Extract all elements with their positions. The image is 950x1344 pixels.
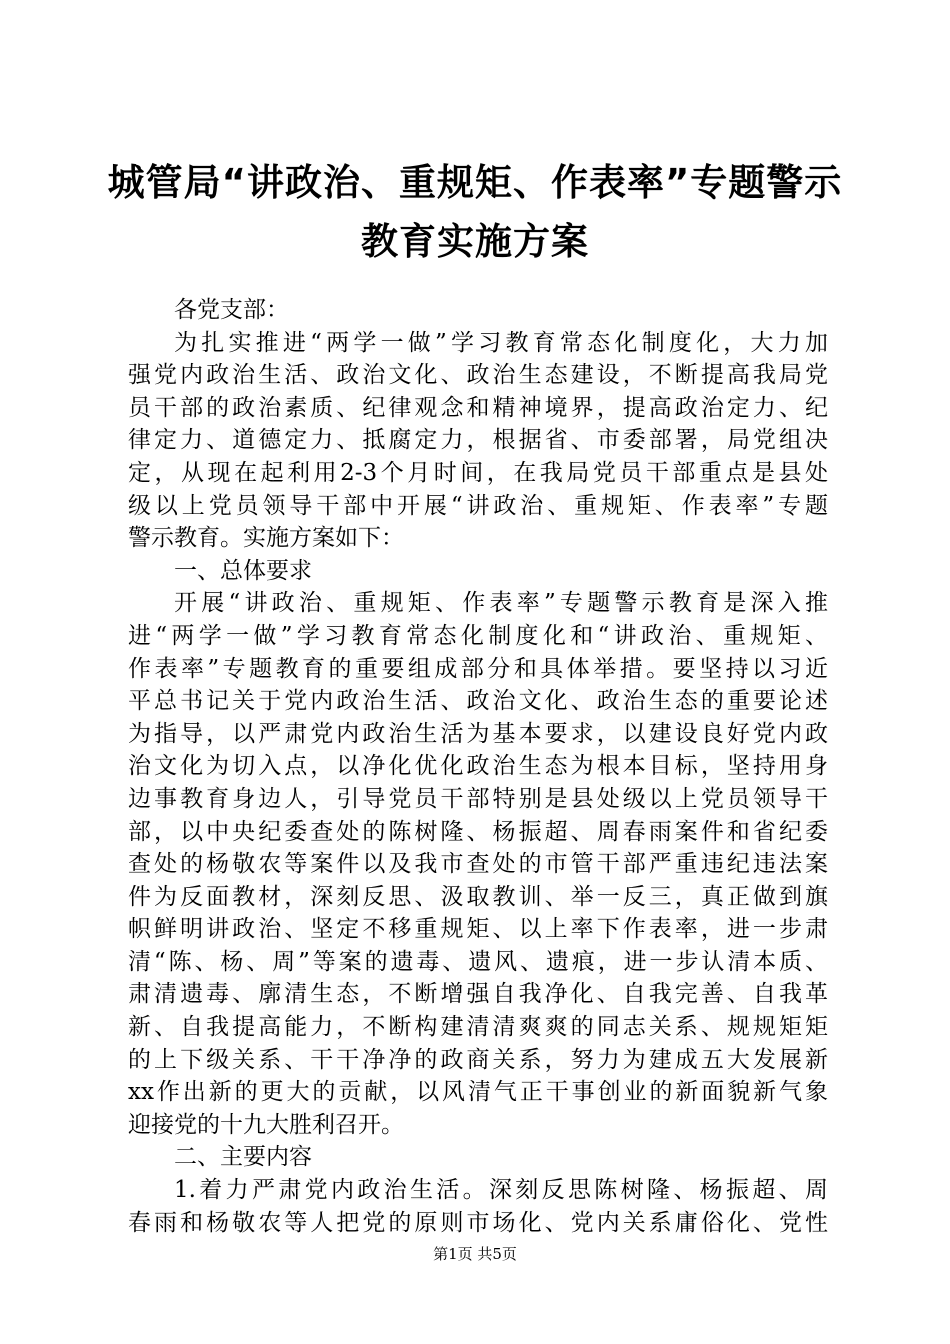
page-footer: 第1页 共5页	[433, 1245, 517, 1263]
body-line: 强党内政治生活、政治文化、政治生态建设，不断提高我局党	[128, 362, 828, 389]
body-line: 员干部的政治素质、纪律观念和精神境界，提高政治定力、纪	[128, 394, 828, 421]
body-line: 开展“讲政治、重规矩、作表率”专题警示教育是深入推	[174, 590, 828, 617]
salutation: 各党支部：	[174, 297, 289, 323]
body-line: 进“两学一做”学习教育常态化制度化和“讲政治、重规矩、	[128, 622, 828, 649]
section-heading: 一、总体要求	[174, 557, 312, 584]
section-heading: 二、主要内容	[174, 1144, 312, 1171]
body-line: xx作出新的更大的贡献，以风清气正干事创业的新面貌新气象	[128, 1079, 828, 1106]
body-line: 新、自我提高能力，不断构建清清爽爽的同志关系、规规矩矩	[128, 1014, 828, 1041]
body-line: 查处的杨敬农等案件以及我市查处的市管干部严重违纪违法案	[128, 851, 828, 878]
document-body	[128, 294, 828, 1239]
body-line: 级以上党员领导干部中开展“讲政治、重规矩、作表率”专题	[128, 492, 828, 519]
body-line: 律定力、道德定力、抵腐定力，根据省、市委部署，局党组决	[128, 427, 828, 454]
body-line: 春雨和杨敬农等人把党的原则市场化、党内关系庸俗化、党性	[128, 1209, 828, 1236]
body-line: 1.着力严肃党内政治生活。深刻反思陈树隆、杨振超、周	[174, 1177, 828, 1204]
document-title-line-1: 城管局“讲政治、重规矩、作表率”专题警示	[107, 161, 843, 204]
body-line: 帜鲜明讲政治、坚定不移重规矩、以上率下作表率，进一步肃	[128, 916, 828, 943]
body-line: 为指导，以严肃党内政治生活为基本要求，以建设良好党内政	[128, 720, 828, 747]
body-line: 件为反面教材，深刻反思、汲取教训、举一反三，真正做到旗	[128, 883, 828, 910]
body-line: 肃清遗毒、廓清生态，不断增强自我净化、自我完善、自我革	[128, 981, 828, 1008]
body-line: 的上下级关系、干干净净的政商关系，努力为建成五大发展新	[128, 1046, 828, 1073]
body-line: 部，以中央纪委查处的陈树隆、杨振超、周春雨案件和省纪委	[128, 818, 828, 845]
body-line: 治文化为切入点，以净化优化政治生态为根本目标，坚持用身	[128, 753, 828, 780]
document-title-line-2: 教育实施方案	[361, 220, 589, 263]
body-line: 为扎实推进“两学一做”学习教育常态化制度化，大力加	[174, 329, 828, 356]
body-line: 边事教育身边人，引导党员干部特别是县处级以上党员领导干	[128, 785, 828, 812]
body-line: 定，从现在起利用2-3个月时间，在我局党员干部重点是县处	[128, 459, 828, 486]
body-line: 警示教育。实施方案如下：	[128, 525, 404, 552]
body-line: 清“陈、杨、周”等案的遗毒、遗风、遗痕，进一步认清本质、	[128, 948, 828, 975]
body-line: 平总书记关于党内政治生活、政治文化、政治生态的重要论述	[128, 688, 828, 715]
body-line: 迎接党的十九大胜利召开。	[128, 1111, 404, 1138]
body-line: 作表率”专题教育的重要组成部分和具体举措。要坚持以习近	[128, 655, 828, 682]
